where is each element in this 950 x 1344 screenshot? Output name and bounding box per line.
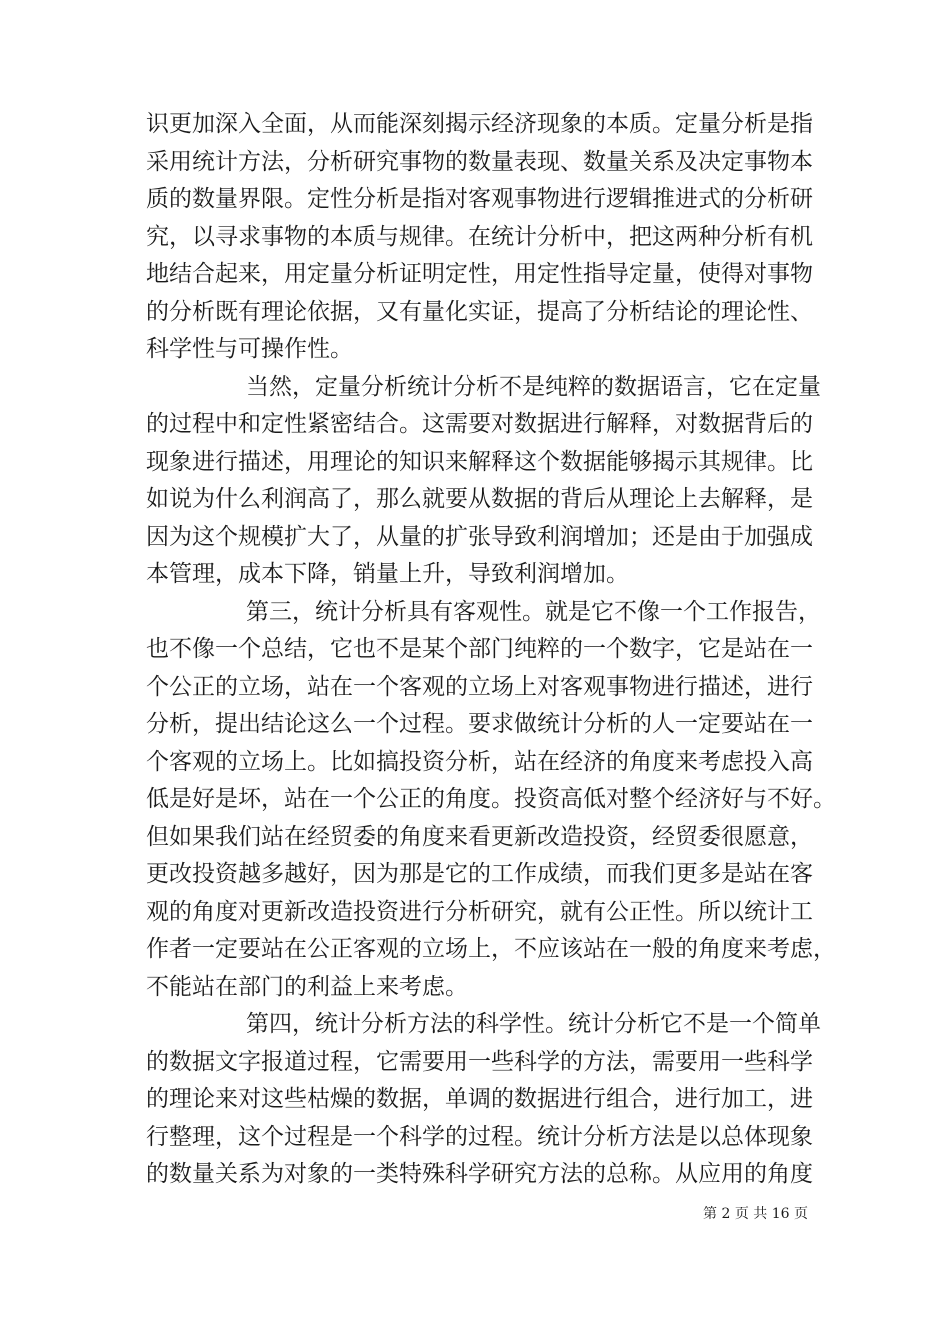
text-line: 现象进行描述，用理论的知识来解释这个数据能够揭示其规律。比 <box>146 448 813 475</box>
text-line: 低是好是坏，站在一个公正的角度。投资高低对整个经济好与不好。 <box>146 786 836 812</box>
text-line: 采用统计方法，分析研究事物的数量表现、数量关系及决定事物本 <box>146 148 813 175</box>
text-line: 因为这个规模扩大了，从量的扩张导致利润增加；还是由于加强成 <box>146 523 813 550</box>
text-line: 也不像一个总结，它也不是某个部门纯粹的一个数字，它是站在一 <box>146 636 813 662</box>
text-line: 质的数量界限。定性分析是指对客观事物进行逻辑推进式的分析研 <box>146 186 813 212</box>
text-line: 不能站在部门的利益上来考虑。 <box>146 973 468 1000</box>
text-line: 本管理，成本下降，销量上升，导致利润增加。 <box>146 561 629 587</box>
paragraph-4 <box>146 1006 821 1194</box>
text-line: 更改投资越多越好，因为那是它的工作成绩，而我们更多是站在客 <box>146 861 813 887</box>
text-line: 作者一定要站在公正客观的立场上，不应该站在一般的角度来考虑， <box>146 936 836 962</box>
text-line: 个客观的立场上。比如搞投资分析，站在经济的角度来考虑投入高 <box>146 748 813 775</box>
text-line: 的理论来对这些枯燥的数据，单调的数据进行组合，进行加工，进 <box>146 1086 813 1112</box>
paragraph-3 <box>146 594 836 1007</box>
text-line: 观的角度对更新改造投资进行分析研究，就有公正性。所以统计工 <box>146 898 813 925</box>
text-line: 究，以寻求事物的本质与规律。在统计分析中，把这两种分析有机 <box>146 223 813 250</box>
text-line: 的数量关系为对象的一类特殊科学研究方法的总称。从应用的角度 <box>146 1161 813 1187</box>
text-line: 个公正的立场，站在一个客观的立场上对客观事物进行描述，进行 <box>146 673 813 700</box>
text-line: 的数据文字报道过程，它需要用一些科学的方法，需要用一些科学 <box>146 1048 813 1075</box>
text-line: 当然，定量分析统计分析不是纯粹的数据语言，它在定量 <box>246 373 821 400</box>
text-line: 识更加深入全面，从而能深刻揭示经济现象的本质。定量分析是指 <box>146 111 813 137</box>
text-line: 科学性与可操作性。 <box>146 336 353 362</box>
text-line: 但如果我们站在经贸委的角度来看更新改造投资，经贸委很愿意， <box>146 823 813 850</box>
body-text <box>146 106 836 1194</box>
text-line: 第四，统计分析方法的科学性。统计分析它不是一个简单 <box>246 1011 821 1037</box>
paragraph-1 <box>146 106 813 369</box>
paragraph-2 <box>146 369 821 594</box>
text-line: 分析，提出结论这么一个过程。要求做统计分析的人一定要站在一 <box>146 711 813 737</box>
text-line: 第三，统计分析具有客观性。就是它不像一个工作报告， <box>246 598 821 625</box>
text-line: 地结合起来，用定量分析证明定性，用定性指导定量，使得对事物 <box>146 261 813 287</box>
text-line: 如说为什么利润高了，那么就要从数据的背后从理论上去解释，是 <box>146 486 813 512</box>
text-line: 的分析既有理论依据，又有量化实证，提高了分析结论的理论性、 <box>146 298 813 325</box>
page-number-footer: 第 2 页 共 16 页 <box>703 1206 808 1222</box>
text-line: 的过程中和定性紧密结合。这需要对数据进行解释，对数据背后的 <box>146 411 813 437</box>
text-line: 行整理，这个过程是一个科学的过程。统计分析方法是以总体现象 <box>146 1123 813 1150</box>
